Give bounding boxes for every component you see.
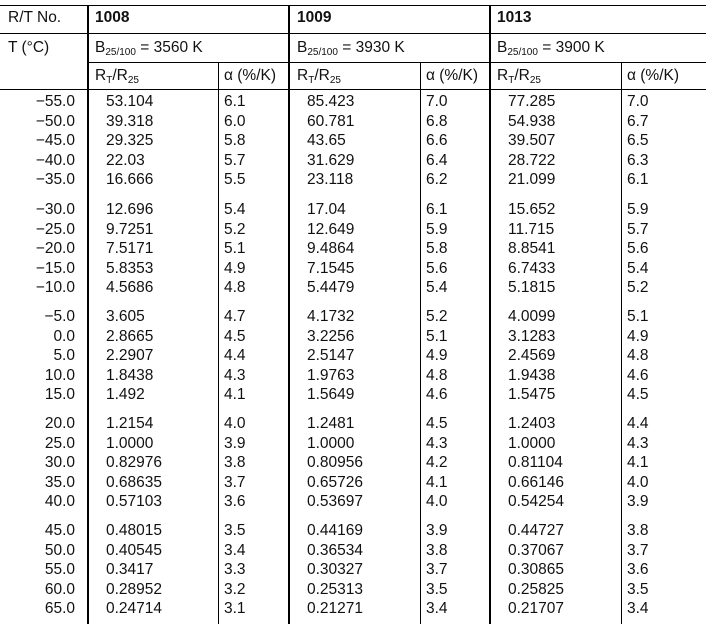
alpha-1009-cell: 6.4 xyxy=(426,151,448,169)
alpha-1008-cell: 4.5 xyxy=(224,327,246,345)
alpha-1013-cell: 5.7 xyxy=(627,220,649,238)
alpha-1009-cell: 4.1 xyxy=(426,473,448,491)
alpha-1009-cell: 5.9 xyxy=(426,220,448,238)
alpha-1008-cell: 4.3 xyxy=(224,366,246,384)
alpha-1013-cell: 4.3 xyxy=(627,434,649,452)
rt-1013-cell: 15.652 xyxy=(508,201,556,218)
col-divider-1009-alpha xyxy=(420,62,421,624)
alpha-1009-cell: 4.8 xyxy=(426,366,448,384)
alpha-1009-cell: 3.4 xyxy=(426,600,448,618)
alpha-1013-cell: 4.9 xyxy=(627,327,649,345)
rt-1013-cell: 0.44727 xyxy=(508,522,565,539)
rt-1009-cell: 2.5147 xyxy=(307,347,355,365)
temperature-cell: −35.0 xyxy=(35,171,75,189)
rt-1009-cell: 0.30327 xyxy=(307,561,364,579)
rt-1013-cell: 0.54254 xyxy=(508,493,565,511)
rt-1008-cell: 22.03 xyxy=(106,151,145,169)
col-divider-1013 xyxy=(489,5,491,624)
alpha-1009-cell: 6.1 xyxy=(426,201,448,218)
rt-1013-cell: 6.7433 xyxy=(508,259,556,277)
rt-1009-cell: 23.118 xyxy=(307,171,354,189)
temperature-cell: 35.0 xyxy=(44,473,75,491)
rt-1009-cell: 1.5649 xyxy=(307,386,355,404)
temperature-cell: −25.0 xyxy=(35,220,75,238)
rt-1008-cell: 1.0000 xyxy=(106,434,154,452)
rt-1009-cell: 9.4864 xyxy=(307,240,355,258)
rt-1008-cell: 9.7251 xyxy=(106,220,154,238)
rt-1009-cell: 1.2481 xyxy=(307,415,355,432)
alpha-1013-cell: 4.4 xyxy=(627,415,649,432)
alpha-1009-cell: 4.0 xyxy=(426,493,448,511)
rt-1008-cell: 53.104 xyxy=(106,93,154,110)
rt-1013-cell: 39.507 xyxy=(508,132,556,150)
alpha-1009-cell: 4.3 xyxy=(426,434,448,452)
alpha-1013-cell: 3.8 xyxy=(627,522,649,539)
alpha-1013-cell: 5.9 xyxy=(627,201,649,218)
rt-1009-cell: 0.36534 xyxy=(307,541,364,559)
temperature-cell: 45.0 xyxy=(44,522,75,539)
b-value-1008: $B_{25/100} = 3560$ K xyxy=(95,39,203,58)
rt-1013-cell: 0.21707 xyxy=(508,600,565,618)
alpha-1013-cell: 4.1 xyxy=(627,454,649,472)
alpha-1009-cell: 5.1 xyxy=(426,327,448,345)
rt-1013-cell: 1.0000 xyxy=(508,434,556,452)
rt-1009-cell: 31.629 xyxy=(307,151,355,169)
alpha-1008-cell: 4.1 xyxy=(224,386,246,404)
rt-1009-cell: 5.4479 xyxy=(307,279,355,297)
rt-1009-cell: 0.21271 xyxy=(307,600,364,618)
alpha-1013-cell: 7.0 xyxy=(627,93,649,110)
rt-1013-cell: 4.0099 xyxy=(508,308,556,325)
temperature-cell: 60.0 xyxy=(44,580,75,598)
alpha-1008-cell: 5.4 xyxy=(224,201,246,218)
rt-1008-cell: 0.3417 xyxy=(106,561,154,579)
alpha-1013-cell: 3.4 xyxy=(627,600,649,618)
temperature-cell: 15.0 xyxy=(44,386,75,404)
col-divider-1013-alpha xyxy=(621,62,622,624)
rt-1008-cell: 12.696 xyxy=(106,201,154,218)
rt-1008-cell: 1.8438 xyxy=(106,366,154,384)
rt-1013-cell: 54.938 xyxy=(508,112,556,130)
temperature-cell: −5.0 xyxy=(44,308,75,325)
rt-1009-cell: 1.9763 xyxy=(307,366,355,384)
rt-1008-cell: 3.605 xyxy=(106,308,145,325)
alpha-1008-cell: 6.1 xyxy=(224,93,246,110)
rt-1009-cell: 4.1732 xyxy=(307,308,355,325)
rt-1013-cell: 1.9438 xyxy=(508,366,556,384)
alpha-1013-cell: 6.7 xyxy=(627,112,649,130)
alpha-1008-cell: 4.4 xyxy=(224,347,246,365)
alpha-1008-cell: 4.0 xyxy=(224,415,246,432)
alpha-1013-cell: 4.0 xyxy=(627,473,649,491)
alpha-1009-cell: 5.4 xyxy=(426,279,448,297)
alpha-1008-cell: 3.5 xyxy=(224,522,246,539)
rt-1008-cell: 0.24714 xyxy=(106,600,163,618)
alpha-1008-cell: 3.2 xyxy=(224,580,246,598)
temperature-cell: 50.0 xyxy=(44,541,75,559)
rt-1013-cell: 0.30865 xyxy=(508,561,565,579)
rt-1008-cell: 0.48015 xyxy=(106,522,163,539)
alpha-1009-cell: 6.8 xyxy=(426,112,448,130)
alpha-1008-cell: 4.7 xyxy=(224,308,246,325)
alpha-1013-cell: 6.3 xyxy=(627,151,649,169)
rt-1008-cell: 0.28952 xyxy=(106,580,163,598)
temperature-cell: −30.0 xyxy=(35,201,75,218)
rt-1013-cell: 11.715 xyxy=(508,220,555,238)
rt-1008-cell: 2.8665 xyxy=(106,327,154,345)
rt-1009-cell: 7.1545 xyxy=(307,259,355,277)
alpha-1008-cell: 5.2 xyxy=(224,220,246,238)
alpha-1009-cell: 3.8 xyxy=(426,541,448,559)
alpha-1009-cell: 3.9 xyxy=(426,522,448,539)
alpha-1013-cell: 3.5 xyxy=(627,580,649,598)
rt-1008-cell: 5.8353 xyxy=(106,259,154,277)
temperature-cell: −20.0 xyxy=(35,240,75,258)
rt-1009-cell: 43.65 xyxy=(307,132,346,150)
temperature-cell: 5.0 xyxy=(53,347,75,365)
rt-1013-cell: 28.722 xyxy=(508,151,556,169)
rt-1013-cell: 2.4569 xyxy=(508,347,556,365)
rt-1013-cell: 0.66146 xyxy=(508,473,565,491)
alpha-1009-cell: 5.6 xyxy=(426,259,448,277)
alpha-1009-cell: 3.5 xyxy=(426,580,448,598)
rt-1013-cell: 3.1283 xyxy=(508,327,556,345)
rt-1009-cell: 85.423 xyxy=(307,93,355,110)
rt-1008-cell: 16.666 xyxy=(106,171,154,189)
product-1013-no: 1013 xyxy=(497,9,532,26)
alpha-1008-cell: 5.5 xyxy=(224,171,246,189)
col-divider-main xyxy=(87,5,89,624)
alpha-1008-cell: 3.9 xyxy=(224,434,246,452)
col-divider-1009 xyxy=(288,5,290,624)
temperature-cell: −45.0 xyxy=(35,132,75,150)
rt-1013-cell: 77.285 xyxy=(508,93,556,110)
rt-ratio-header-1008: $R_T/R_{25}$ xyxy=(95,67,139,86)
temperature-cell: 10.0 xyxy=(44,366,75,384)
product-1009-no: 1009 xyxy=(297,9,332,26)
rt-1009-cell: 1.0000 xyxy=(307,434,355,452)
alpha-header-1009: α (%/K) xyxy=(426,67,479,84)
top-rule xyxy=(0,5,706,6)
alpha-1008-cell: 3.3 xyxy=(224,561,246,579)
alpha-1008-cell: 4.9 xyxy=(224,259,246,277)
alpha-1008-cell: 3.1 xyxy=(224,600,246,618)
temperature-cell: 20.0 xyxy=(44,415,75,432)
temperature-label: T (°C) xyxy=(8,39,50,56)
alpha-1008-cell: 5.7 xyxy=(224,151,246,169)
alpha-header-1013: α (%/K) xyxy=(627,67,680,84)
rt-1008-cell: 0.57103 xyxy=(106,493,163,511)
alpha-1013-cell: 5.1 xyxy=(627,308,649,325)
rt-ratio-header-1009: $R_T/R_{25}$ xyxy=(297,67,341,86)
temperature-cell: 55.0 xyxy=(44,561,75,579)
rt-1008-cell: 0.68635 xyxy=(106,473,163,491)
temperature-cell: 40.0 xyxy=(44,493,75,511)
temperature-cell: −55.0 xyxy=(35,93,75,110)
rt-1009-cell: 0.44169 xyxy=(307,522,364,539)
rt-1013-cell: 0.81104 xyxy=(508,454,563,472)
alpha-1009-cell: 6.2 xyxy=(426,171,448,189)
rt-1008-cell: 0.82976 xyxy=(106,454,163,472)
alpha-1008-cell: 5.8 xyxy=(224,132,246,150)
temperature-cell: 0.0 xyxy=(53,327,75,345)
rt-1013-cell: 5.1815 xyxy=(508,279,556,297)
rt-1008-cell: 7.5171 xyxy=(106,240,154,258)
temperature-cell: −10.0 xyxy=(35,279,75,297)
temperature-cell: −50.0 xyxy=(35,112,75,130)
alpha-1009-cell: 6.6 xyxy=(426,132,448,150)
alpha-1008-cell: 3.6 xyxy=(224,493,246,511)
rt-1009-cell: 0.53697 xyxy=(307,493,364,511)
alpha-1009-cell: 4.5 xyxy=(426,415,448,432)
alpha-1008-cell: 3.8 xyxy=(224,454,246,472)
rt-1013-cell: 1.2403 xyxy=(508,415,556,432)
alpha-1013-cell: 4.5 xyxy=(627,386,649,404)
temperature-cell: −40.0 xyxy=(35,151,75,169)
alpha-1009-cell: 4.6 xyxy=(426,386,448,404)
alpha-1013-cell: 5.4 xyxy=(627,259,649,277)
b-value-1009: $B_{25/100} = 3930$ K xyxy=(297,39,405,58)
rt-1013-cell: 0.25825 xyxy=(508,580,565,598)
alpha-1013-cell: 4.8 xyxy=(627,347,649,365)
rt-1013-cell: 8.8541 xyxy=(508,240,556,258)
rt-no-label: R/T No. xyxy=(8,9,62,26)
b-value-1013: $B_{25/100} = 3900$ K xyxy=(497,39,605,58)
alpha-1008-cell: 3.7 xyxy=(224,473,246,491)
alpha-1013-cell: 5.6 xyxy=(627,240,649,258)
rt-1008-cell: 39.318 xyxy=(106,112,154,130)
alpha-1009-cell: 4.9 xyxy=(426,347,448,365)
rt-1009-cell: 0.80956 xyxy=(307,454,364,472)
alpha-1008-cell: 5.1 xyxy=(224,240,246,258)
alpha-1009-cell: 7.0 xyxy=(426,93,448,110)
alpha-1013-cell: 3.7 xyxy=(627,541,649,559)
alpha-1009-cell: 3.7 xyxy=(426,561,448,579)
alpha-1008-cell: 4.8 xyxy=(224,279,246,297)
temperature-cell: −15.0 xyxy=(35,259,75,277)
rt-ratio-header-1013: $R_T/R_{25}$ xyxy=(497,67,541,86)
rt-1008-cell: 1.492 xyxy=(106,386,145,404)
rt-1008-cell: 4.5686 xyxy=(106,279,154,297)
rt-1013-cell: 1.5475 xyxy=(508,386,556,404)
rt-1009-cell: 0.25313 xyxy=(307,580,364,598)
temperature-cell: 65.0 xyxy=(44,600,75,618)
header-rule-1 xyxy=(0,33,706,34)
alpha-header-1008: α (%/K) xyxy=(224,67,277,84)
alpha-1013-cell: 6.5 xyxy=(627,132,649,150)
rt-1008-cell: 1.2154 xyxy=(106,415,154,432)
rt-1008-cell: 0.40545 xyxy=(106,541,163,559)
temperature-cell: 25.0 xyxy=(44,434,75,452)
alpha-1013-cell: 4.6 xyxy=(627,366,649,384)
alpha-1009-cell: 4.2 xyxy=(426,454,448,472)
rt-1013-cell: 21.099 xyxy=(508,171,556,189)
alpha-1013-cell: 5.2 xyxy=(627,279,649,297)
alpha-1013-cell: 3.9 xyxy=(627,493,649,511)
rt-1009-cell: 60.781 xyxy=(307,112,355,130)
rt-1009-cell: 0.65726 xyxy=(307,473,364,491)
rt-1008-cell: 2.2907 xyxy=(106,347,154,365)
alpha-1008-cell: 3.4 xyxy=(224,541,246,559)
alpha-1009-cell: 5.8 xyxy=(426,240,448,258)
product-1008-no: 1008 xyxy=(95,9,130,26)
alpha-1008-cell: 6.0 xyxy=(224,112,246,130)
alpha-1013-cell: 6.1 xyxy=(627,171,649,189)
temperature-cell: 30.0 xyxy=(44,454,75,472)
col-divider-1008-alpha xyxy=(218,62,219,624)
alpha-1009-cell: 5.2 xyxy=(426,308,448,325)
rt-1009-cell: 12.649 xyxy=(307,220,355,238)
rt-1013-cell: 0.37067 xyxy=(508,541,565,559)
rt-1009-cell: 3.2256 xyxy=(307,327,355,345)
rt-1009-cell: 17.04 xyxy=(307,201,346,218)
alpha-1013-cell: 3.6 xyxy=(627,561,649,579)
rt-1008-cell: 29.325 xyxy=(106,132,154,150)
